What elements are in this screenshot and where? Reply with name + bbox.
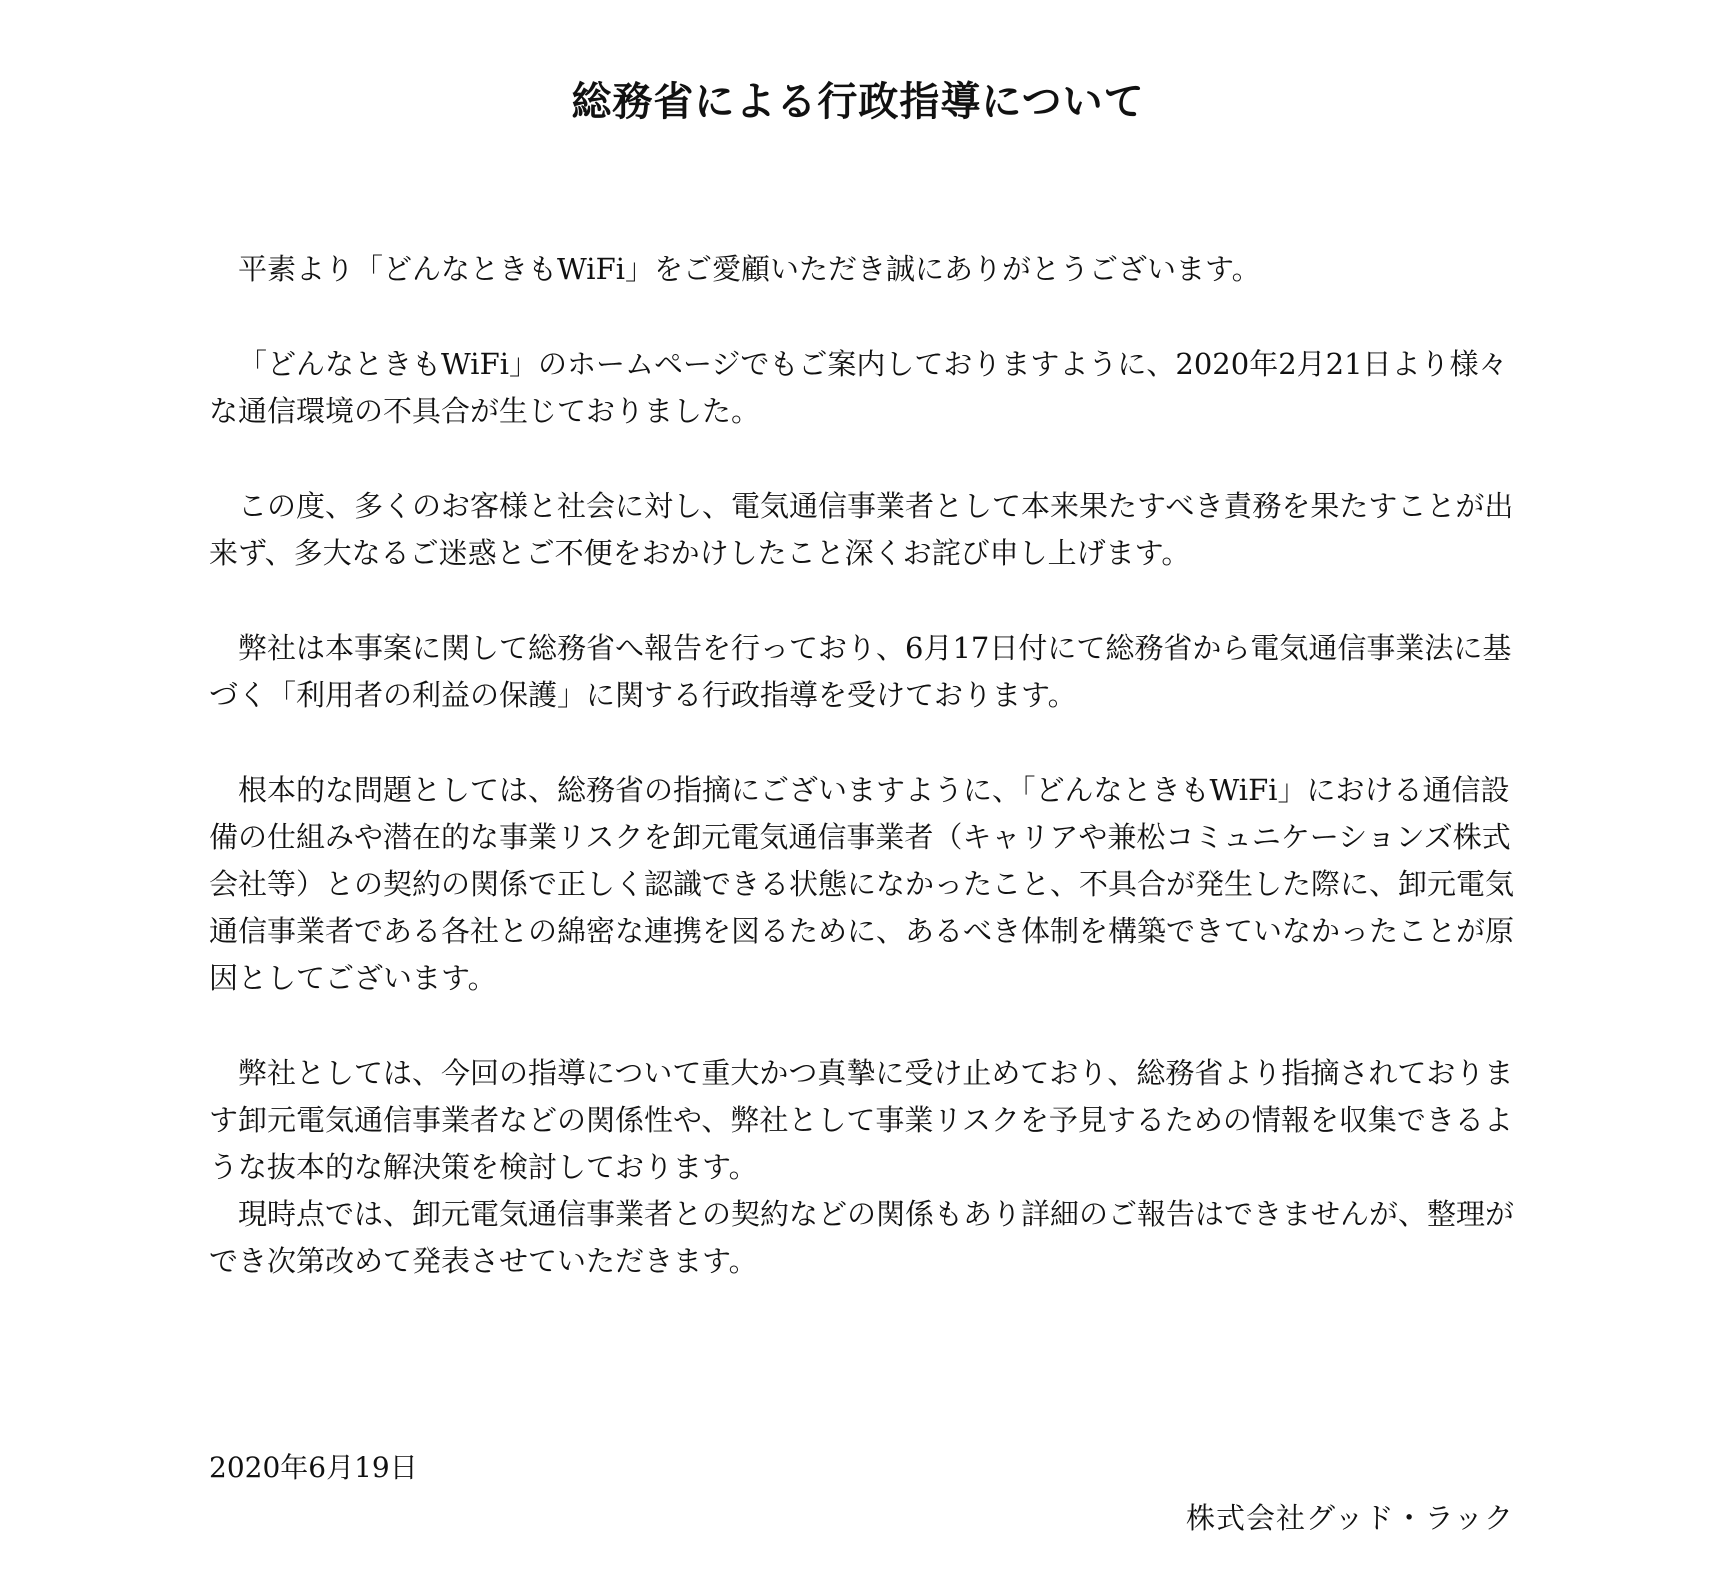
- company-name: 株式会社グッド・ラック: [1186, 1501, 1514, 1535]
- paragraph-response: 弊社としては、今回の指導について重大かつ真摯に受け止めており、総務省より指摘されております卸元電気通信事業者などの関係性や、弊社として事業リスクを予見するための情報を収集できるような抜本的な解決策を検討しております。: [209, 1056, 1514, 1184]
- paragraph-future-announcement: 現時点では、卸元電気通信事業者との契約などの関係もあり詳細のご報告はできませんが、整理ができ次第改めて発表させていただきます。: [209, 1197, 1515, 1278]
- paragraph-root-cause: 根本的な問題としては、総務省の指摘にございますように、「どんなときもWiFi」における通信設備の仕組みや潜在的な事業リスクを卸元電気通信事業者（キャリアや兼松コミュニケーションズ株式会社等）との契約の関係で正しく認識できる状態になかったこと、不具合が発生した際に、卸元電気通信事業者である各社との綿密な連携を図るために、あるべき体制を構築できていなかったことが原因としてございます。: [209, 773, 1515, 995]
- paragraph-administrative-guidance: 弊社は本事案に関して総務省へ報告を行っており、6月17日付にて総務省から電気通信事業法に基づく「利用者の利益の保護」に関する行政指導を受けております。: [209, 631, 1512, 712]
- document-date: 2020年6月19日: [209, 1451, 418, 1484]
- document-title: 総務省による行政指導について: [571, 78, 1145, 125]
- paragraph-greeting: 平素より「どんなときもWiFi」をご愛顧いただき誠にありがとうございます。: [238, 252, 1261, 286]
- paragraph-apology: この度、多くのお客様と社会に対し、電気通信事業者として本来果たすべき責務を果たすことが出来ず、多大なるご迷惑とご不便をおかけしたこと深くお詫び申し上げます。: [209, 489, 1514, 570]
- paragraph-outage-notice: 「どんなときもWiFi」のホームページでもご案内しておりますように、2020年2月21日より様々な通信環境の不具合が生じておりました。: [209, 347, 1508, 428]
- document-body: [209, 246, 1514, 1285]
